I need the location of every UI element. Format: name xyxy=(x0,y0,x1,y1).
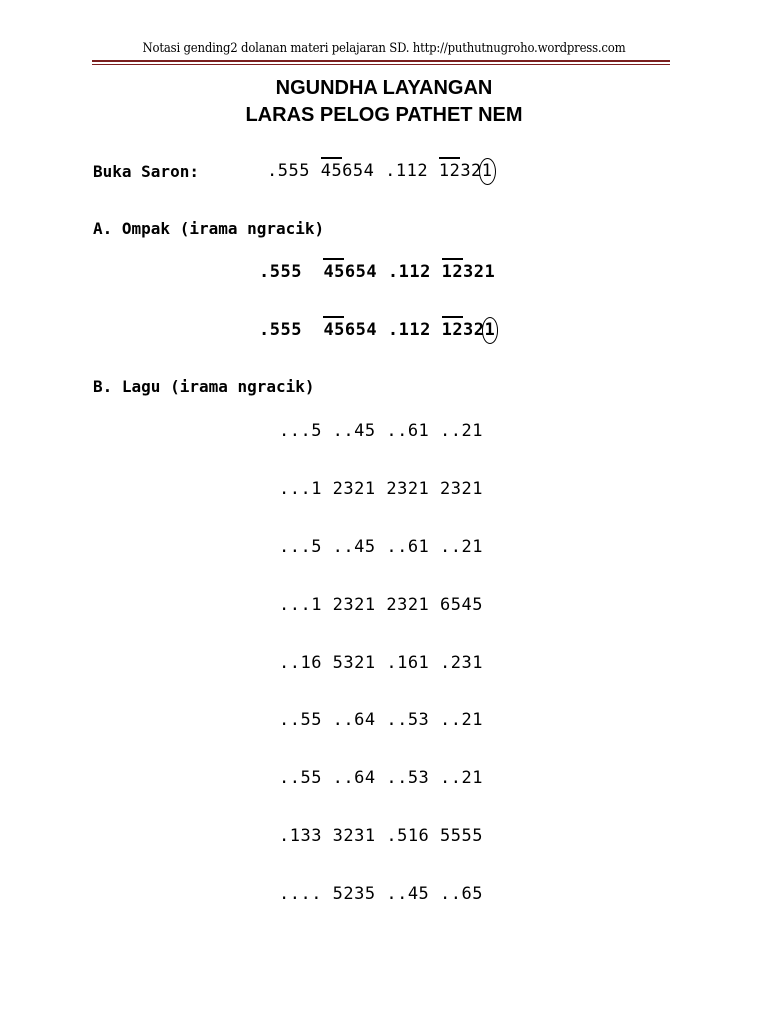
lagu-line-8: .133 3231 .516 5555 xyxy=(279,826,483,846)
ompak-row1-group-3: .112 xyxy=(387,262,431,282)
overline xyxy=(321,157,342,159)
buka-label xyxy=(93,162,199,181)
overline xyxy=(439,157,460,159)
ompak-row2-group-3: .112 xyxy=(387,320,431,340)
buka-group-2-text: 45654 xyxy=(320,161,375,181)
ompak-row2-group-4-text: 1232 xyxy=(441,320,485,340)
ompak-row-1 xyxy=(259,262,495,282)
lagu-line-9: .... 5235 ..45 ..65 xyxy=(279,884,483,904)
overline xyxy=(442,316,463,318)
ompak-row2-group-4 xyxy=(442,320,496,340)
buka-group-4 xyxy=(439,161,493,181)
gong-circle: 1 xyxy=(481,161,493,181)
ompak-row1-group-2 xyxy=(323,262,377,282)
lagu-line-6: ..55 ..64 ..53 ..21 xyxy=(279,710,483,730)
header-note: Notasi gending2 dolanan materi pelajaran SD. http://puthutnugroho.wordpress.com xyxy=(142,41,626,56)
ompak-row2-group-2 xyxy=(323,320,377,340)
title-line-1: NGUNDHA LAYANGAN xyxy=(275,77,493,99)
overline xyxy=(323,258,344,260)
buka-group-3: .112 xyxy=(385,161,429,181)
lagu-line-7: ..55 ..64 ..53 ..21 xyxy=(279,768,483,788)
overline xyxy=(442,258,463,260)
ompak-row1-group-2-text: 45654 xyxy=(323,262,378,282)
ompak-row1-group-4-text: 12321 xyxy=(441,262,496,282)
ompak-heading: A. Ompak (irama ngracik) xyxy=(93,219,325,238)
lagu-line-4: ...1 2321 2321 6545 xyxy=(279,595,483,615)
ompak-row-2 xyxy=(259,320,495,340)
buka-group-1: .555 xyxy=(267,161,310,181)
header-rule-thick xyxy=(92,60,670,62)
gong-circle: 1 xyxy=(484,320,496,340)
title-line-2: LARAS PELOG PATHET NEM xyxy=(245,104,523,126)
lagu-heading: B. Lagu (irama ngracik) xyxy=(93,377,315,396)
lagu-line-3: ...5 ..45 ..61 ..21 xyxy=(279,537,483,557)
buka-group-2 xyxy=(321,161,375,181)
buka-notation xyxy=(267,161,493,181)
ompak-row2-group-1: .555 xyxy=(259,320,302,340)
lagu-line-1: ...5 ..45 ..61 ..21 xyxy=(279,421,483,441)
lagu-line-5: ..16 5321 .161 .231 xyxy=(279,653,483,673)
buka-group-4-text: 1232 xyxy=(438,161,482,181)
overline xyxy=(323,316,344,318)
header-rule-thin xyxy=(92,64,670,65)
buka-label-text: Buka Saron xyxy=(93,162,190,181)
ompak-row1-group-1: .555 xyxy=(259,262,302,282)
lagu-line-2: ...1 2321 2321 2321 xyxy=(279,479,483,499)
buka-label-colon: : xyxy=(189,162,199,181)
ompak-row1-group-4 xyxy=(442,262,496,282)
ompak-row2-group-2-text: 45654 xyxy=(323,320,378,340)
